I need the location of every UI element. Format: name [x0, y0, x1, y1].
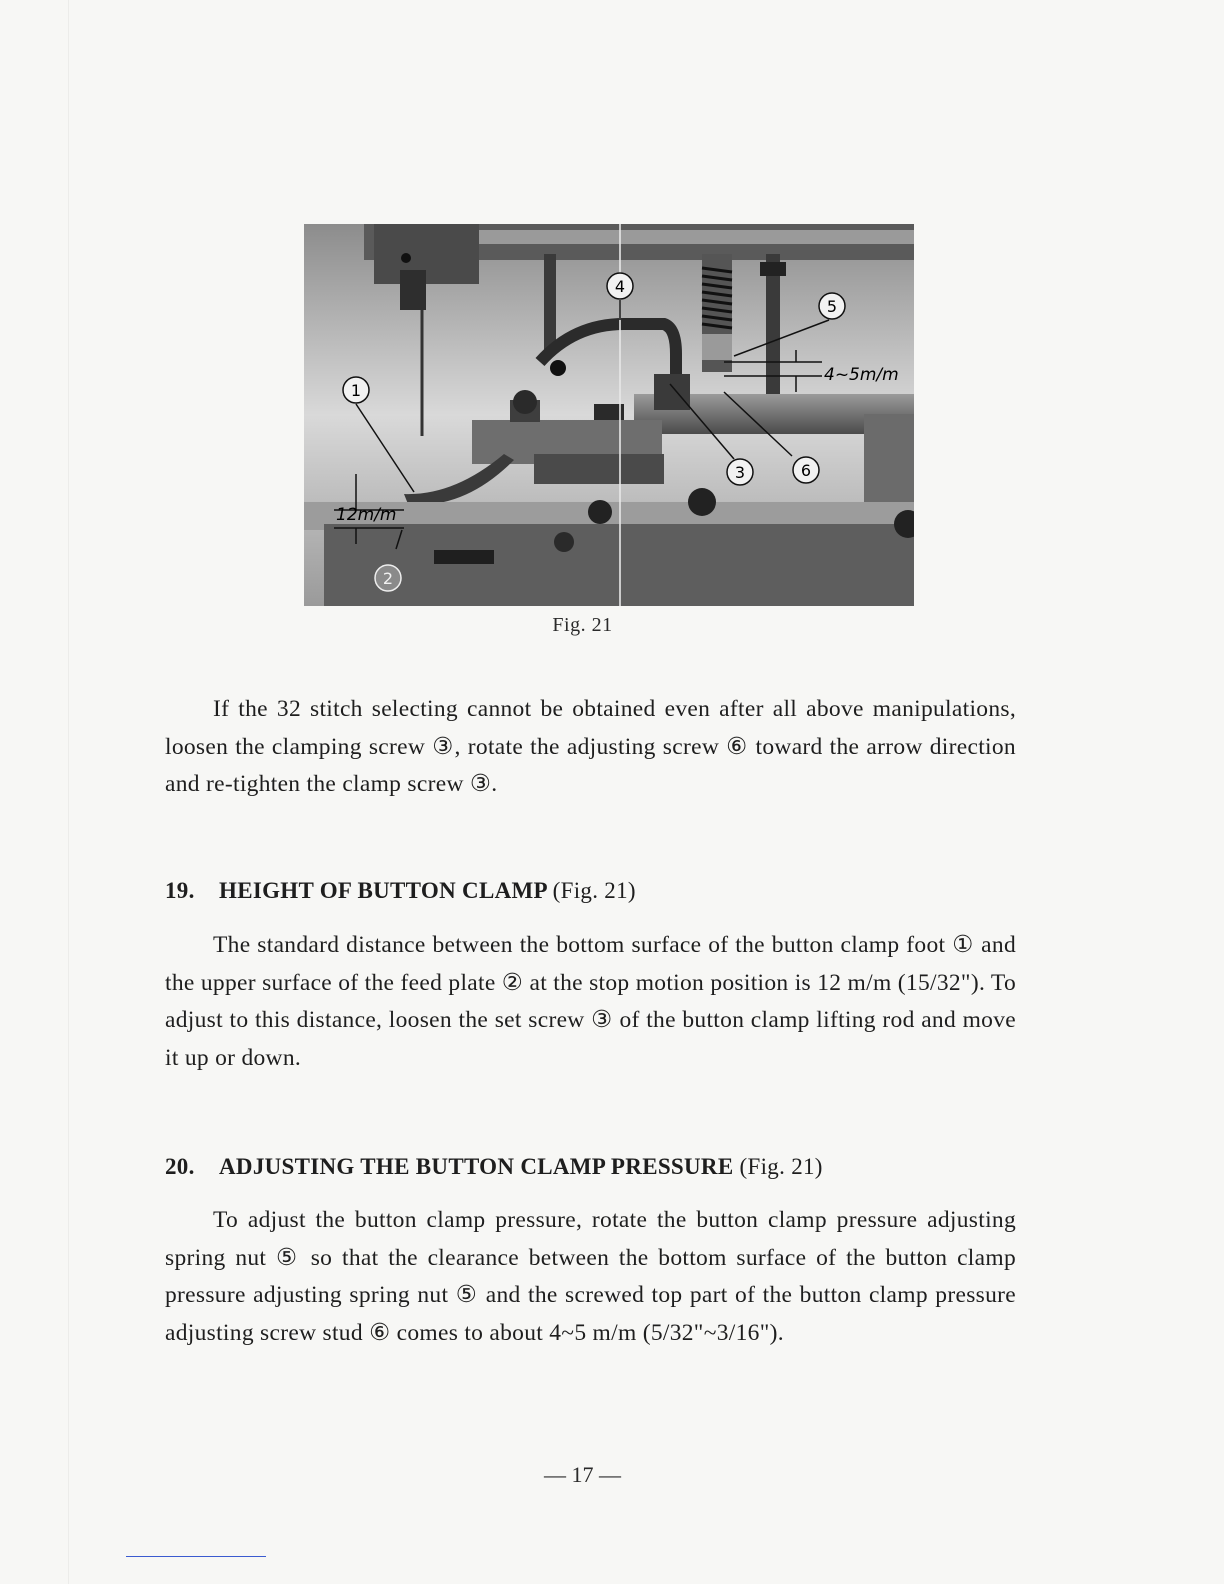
svg-text:4: 4 [614, 277, 626, 296]
section-19-title: HEIGHT OF BUTTON CLAMP [219, 878, 547, 903]
needle-bar [400, 270, 426, 310]
spring-nut [702, 334, 732, 360]
dimension-12mm: 12m/m [336, 505, 397, 525]
svg-text:2: 2 [382, 569, 394, 588]
dimension-4-5mm: 4~5m/m [824, 365, 899, 385]
section-19-body: The standard distance between the bottom surface of the button clamp foot ① and the upper surface of the feed plate ② at the stop motion position is 12 m/m (15/32"). To adjust to this distance, loosen the set screw ③ of the button clamp lifting rod and move it up or down. [165, 932, 1016, 1071]
svg-text:1: 1 [350, 381, 362, 400]
section-19-number: 19. [165, 878, 195, 903]
figure-21-photo [304, 224, 914, 606]
section-20-heading [165, 1154, 823, 1180]
section-20-number: 20. [165, 1154, 195, 1179]
callout-1 [343, 377, 369, 403]
intro-paragraph: If the 32 stitch selecting cannot be obtained even after all above manipulations, loosen the clamping screw ③, rotate the adjusting screw ⑥ toward the arrow direction and re-tighten the clamp screw ③. [165, 696, 1016, 797]
machine-head [374, 224, 479, 284]
footer-rule [126, 1556, 266, 1557]
page-edge [68, 0, 69, 1584]
section-20-figure-ref: (Fig. 21) [739, 1154, 823, 1179]
svg-text:6: 6 [800, 461, 812, 480]
machine-illustration [304, 224, 914, 606]
callout-4 [607, 273, 633, 299]
figure-caption: Fig. 21 [552, 614, 613, 636]
section-20-title: ADJUSTING THE BUTTON CLAMP PRESSURE [219, 1154, 734, 1179]
lifting-rod [544, 254, 556, 354]
section-20-body: To adjust the button clamp pressure, rotate the button clamp pressure adjusting spring nut ⑤ so that the clearance between the bottom surface of the button clamp pressure adjusting spring nut ⑤ and the screwed top part of the button clamp pressure adjusting screw stud ⑥ comes to about 4~5 m/m (5/32"~3/16"). [165, 1207, 1016, 1346]
section-19-figure-ref: (Fig. 21) [552, 878, 636, 903]
screw-stud [766, 254, 780, 404]
page-number: — 17 — [544, 1462, 621, 1487]
callout-2 [375, 565, 401, 591]
callout-3 [727, 459, 753, 485]
callout-6 [793, 457, 819, 483]
callout-5 [819, 293, 845, 319]
svg-text:5: 5 [826, 297, 838, 316]
svg-text:3: 3 [734, 463, 746, 482]
section-19-heading [165, 878, 636, 904]
